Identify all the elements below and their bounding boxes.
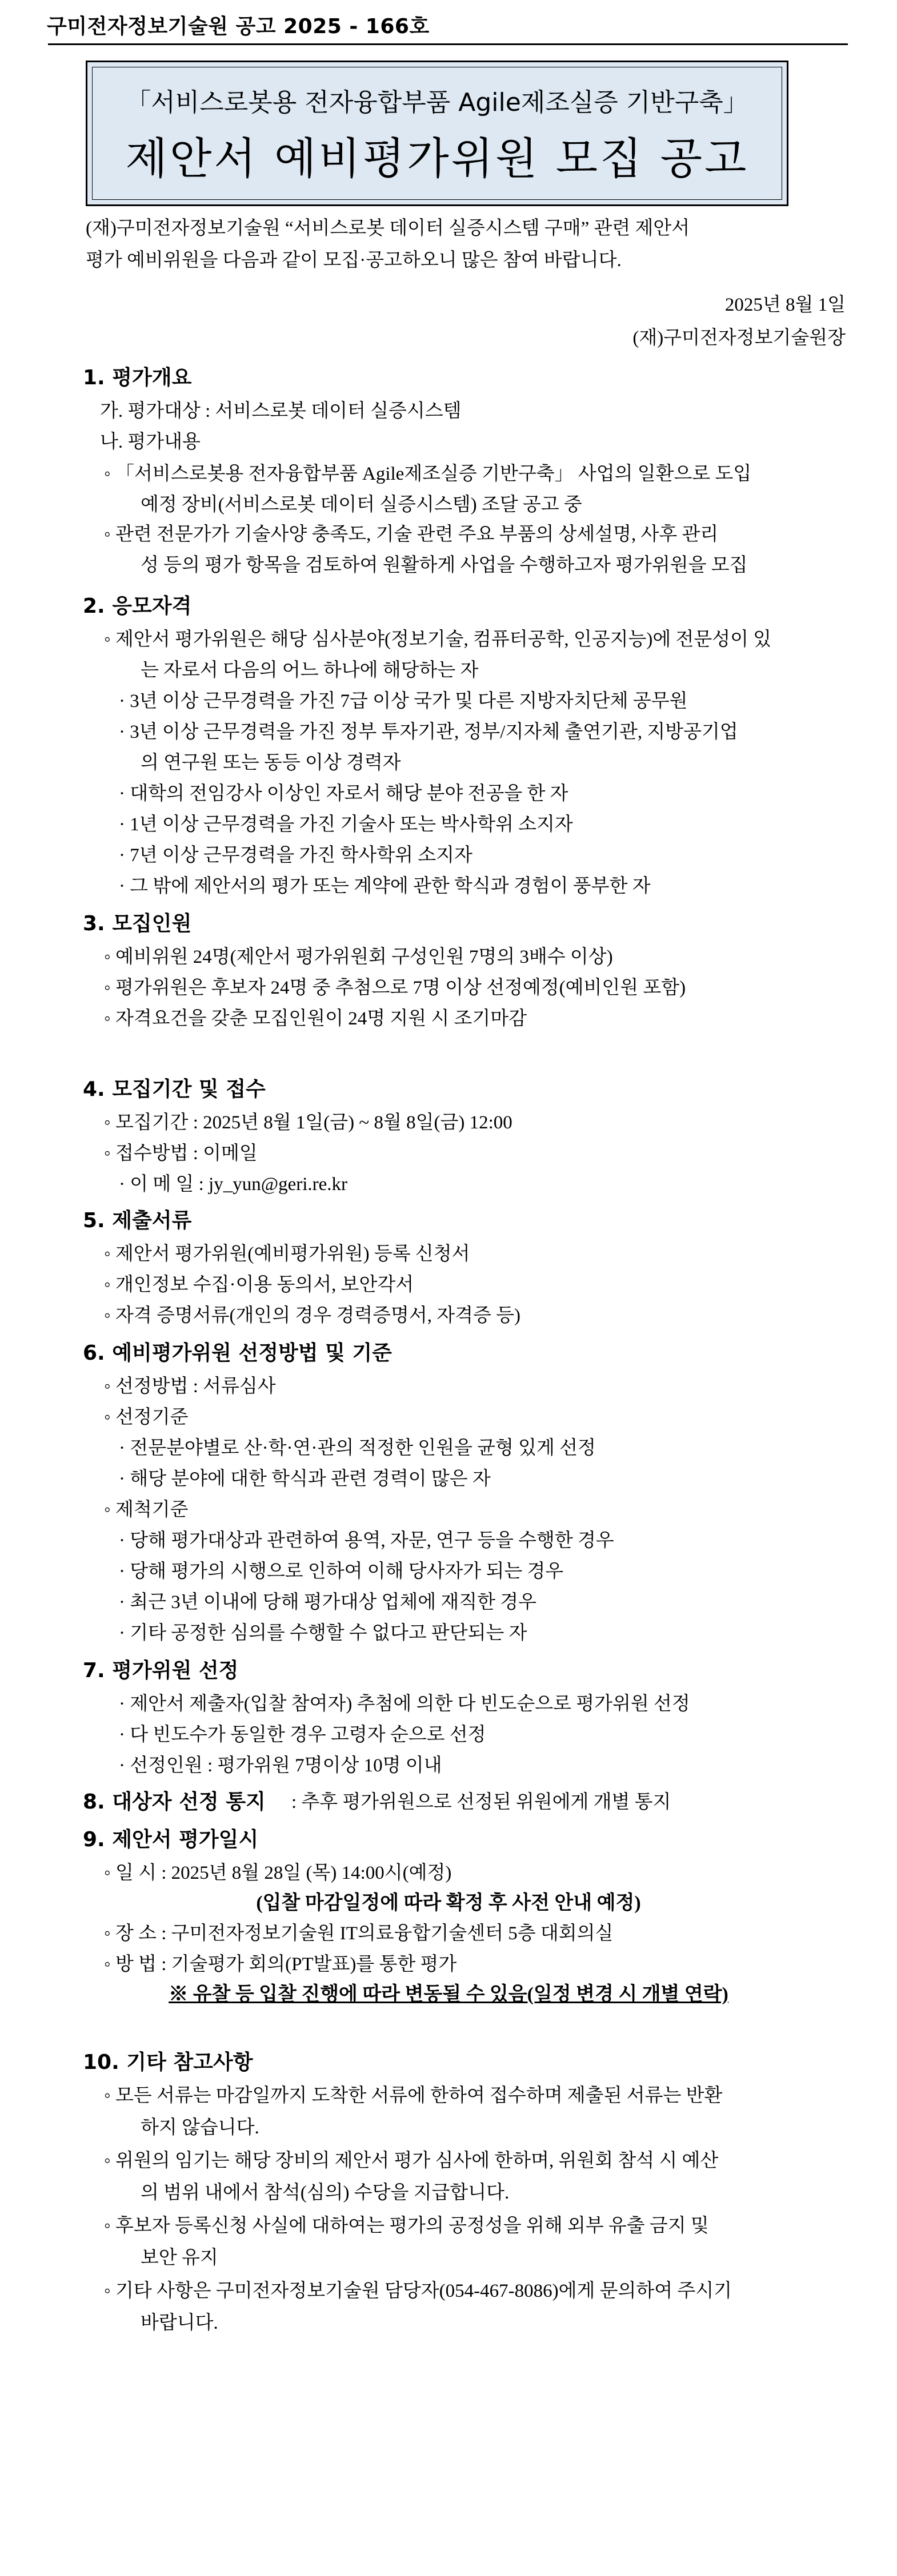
s1-b2-line1: ◦ 관련 전문가가 기술사양 충족도, 기술 관련 주요 부품의 상세설명, 사후 관리: [104, 524, 719, 545]
notice-date: 2025년 8월 1일: [724, 295, 846, 315]
s6-item-3a: · 당해 평가대상과 관련하여 용역, 자문, 연구 등을 수행한 경우: [119, 1530, 614, 1551]
s3-item-1: ◦ 예비위원 24명(제안서 평가위원회 구성인원 7명의 3배수 이상): [104, 947, 613, 967]
s5-item-1: ◦ 제안서 평가위원(예비평가위원) 등록 신청서: [104, 1244, 470, 1264]
s6-item-3d: · 기타 공정한 심의를 수행할 수 없다고 판단되는 자: [119, 1623, 527, 1643]
s10-item-1-line1: ◦ 모든 서류는 마감일까지 도착한 서류에 한하여 접수하며 제출된 서류는 반환: [104, 2085, 723, 2106]
s5-item-3: ◦ 자격 증명서류(개인의 경우 경력증명서, 자격증 등): [104, 1305, 520, 1326]
s7-item-3: · 선정인원 : 평가위원 7명이상 10명 이내: [119, 1755, 442, 1776]
intro-line-2: 평가 예비위원을 다음과 같이 모집·공고하오니 많은 참여 바랍니다.: [86, 250, 622, 271]
notice-number: 구미전자정보기술원 공고 2025 - 166호: [47, 15, 430, 38]
s1-b1-line1: ◦ 「서비스로봇용 전자융합부품 Agile제조실증 기반구축」 사업의 일환으로 도입: [104, 464, 752, 484]
title-box: [86, 61, 788, 206]
section-3-heading: 3. 모집인원: [83, 912, 192, 935]
s10-item-2-line1: ◦ 위원의 임기는 해당 장비의 제안서 평가 심사에 한하며, 위원회 참석 시 예산: [104, 2151, 719, 2171]
s6-item-3b: · 당해 평가의 시행으로 인하여 이해 당사자가 되는 경우: [119, 1561, 564, 1582]
s8-text: : 추후 평가위원으로 선정된 위원에게 개별 통지: [291, 1792, 671, 1813]
s2-lead-line1: ◦ 제안서 평가위원은 해당 심사분야(정보기술, 컴퓨터공학, 인공지능)에 전문성이 있: [104, 629, 772, 650]
s10-item-4-line2: 바랍니다.: [141, 2313, 218, 2333]
page-title: 제안서 예비평가위원 모집 공고: [125, 133, 749, 184]
section-2-heading: 2. 응모자격: [83, 594, 192, 618]
notice-signer: (재)구미전자정보기술원장: [632, 328, 846, 348]
title-subtitle: 「서비스로봇용 전자융합부품 Agile제조실증 기반구축」: [126, 88, 748, 117]
s6-item-2b: · 해당 분야에 대한 학식과 관련 경력이 많은 자: [119, 1469, 491, 1489]
s2-item-4: · 1년 이상 근무경력을 가진 기술사 또는 박사학위 소지자: [119, 814, 573, 835]
s6-item-3c: · 최근 3년 이내에 당해 평가대상 업체에 재직한 경우: [119, 1592, 537, 1613]
s9-location: ◦ 장 소 : 구미전자정보기술원 IT의료융합기술센터 5층 대회의실: [104, 1923, 614, 1944]
s5-item-2: ◦ 개인정보 수집·이용 동의서, 보안각서: [104, 1275, 414, 1295]
s4-item-2: ◦ 접수방법 : 이메일: [104, 1143, 258, 1164]
s10-item-2-line2: 의 범위 내에서 참석(심의) 수당을 지급합니다.: [141, 2183, 510, 2203]
s1-item-a: 가. 평가대상 : 서비스로봇 데이터 실증시스템: [100, 401, 462, 421]
section-4-heading: 4. 모집기간 및 접수: [83, 1078, 266, 1101]
s3-item-3: ◦ 자격요건을 갖춘 모집인원이 24명 지원 시 조기마감: [104, 1008, 527, 1029]
intro-line-1: (재)구미전자정보기술원 “서비스로봇 데이터 실증시스템 구매” 관련 제안서: [86, 218, 690, 239]
s2-item-2-line1: · 3년 이상 근무경력을 가진 정부 투자기관, 정부/지자체 출연기관, 지방공기업: [119, 722, 738, 742]
s7-item-2: · 다 빈도수가 동일한 경우 고령자 순으로 선정: [119, 1725, 486, 1745]
section-10-heading: 10. 기타 참고사항: [83, 2051, 253, 2074]
s7-item-1: · 제안서 제출자(입찰 참여자) 추첨에 의한 다 빈도순으로 평가위원 선정: [119, 1694, 690, 1714]
s3-item-2: ◦ 평가위원은 후보자 24명 중 추첨으로 7명 이상 선정예정(예비인원 포함): [104, 978, 686, 998]
s6-item-3: ◦ 제척기준: [104, 1500, 189, 1520]
s2-item-1: · 3년 이상 근무경력을 가진 7급 이상 국가 및 다른 지방자치단체 공무원: [119, 691, 688, 712]
s9-datetime: ◦ 일 시 : 2025년 8월 28일 (목) 14:00시(예정): [104, 1863, 452, 1883]
s10-item-3-line2: 보안 유지: [141, 2248, 218, 2268]
s10-item-1-line2: 하지 않습니다.: [141, 2117, 259, 2138]
section-8-heading: 8. 대상자 선정 통지: [83, 1790, 266, 1814]
s4-item-1: ◦ 모집기간 : 2025년 8월 1일(금) ~ 8월 8일(금) 12:00: [104, 1112, 512, 1133]
section-6-heading: 6. 예비평가위원 선정방법 및 기준: [83, 1341, 392, 1365]
section-1-heading: 1. 평가개요: [83, 366, 192, 389]
s1-item-b: 나. 평가내용: [100, 432, 201, 452]
s2-item-6: · 그 밖에 제안서의 평가 또는 계약에 관한 학식과 경험이 풍부한 자: [119, 876, 651, 897]
s9-note-change: ※ 유찰 등 입찰 진행에 따라 변동될 수 있음(일정 변경 시 개별 연락): [169, 1984, 728, 2005]
s2-item-5: · 7년 이상 근무경력을 가진 학사학위 소지자: [119, 845, 472, 866]
s10-item-4-line1: ◦ 기타 사항은 구미전자정보기술원 담당자(054-467-8086)에게 문의하여 주시기: [104, 2281, 732, 2301]
header-divider: [48, 43, 848, 45]
section-7-heading: 7. 평가위원 선정: [83, 1659, 239, 1682]
s9-note-schedule: (입찰 마감일정에 따라 확정 후 사전 안내 예정): [256, 1892, 641, 1914]
section-9-heading: 9. 제안서 평가일시: [83, 1828, 259, 1851]
s9-method: ◦ 방 법 : 기술평가 회의(PT발표)를 통한 평가: [104, 1954, 457, 1975]
s6-item-2: ◦ 선정기준: [104, 1407, 189, 1428]
section-5-heading: 5. 제출서류: [83, 1209, 192, 1232]
s10-item-3-line1: ◦ 후보자 등록신청 사실에 대하여는 평가의 공정성을 위해 외부 유출 금지 및: [104, 2216, 709, 2236]
s1-b1-line2: 예정 장비(서비스로봇 데이터 실증시스템) 조달 공고 중: [141, 495, 582, 515]
s1-b2-line2: 성 등의 평가 항목을 검토하여 원활하게 사업을 수행하고자 평가위원을 모집: [141, 555, 748, 576]
s6-item-1: ◦ 선정방법 : 서류심사: [104, 1376, 276, 1397]
s2-item-2-line2: 의 연구원 또는 동등 이상 경력자: [141, 753, 401, 773]
s2-item-3: · 대학의 전임강사 이상인 자로서 해당 분야 전공을 한 자: [119, 783, 568, 804]
s4-email: · 이 메 일 : jy_yun@geri.re.kr: [119, 1174, 348, 1195]
s6-item-2a: · 전문분야별로 산·학·연·관의 적정한 인원을 균형 있게 선정: [119, 1438, 596, 1458]
s2-lead-line2: 는 자로서 다음의 어느 하나에 해당하는 자: [141, 660, 479, 681]
